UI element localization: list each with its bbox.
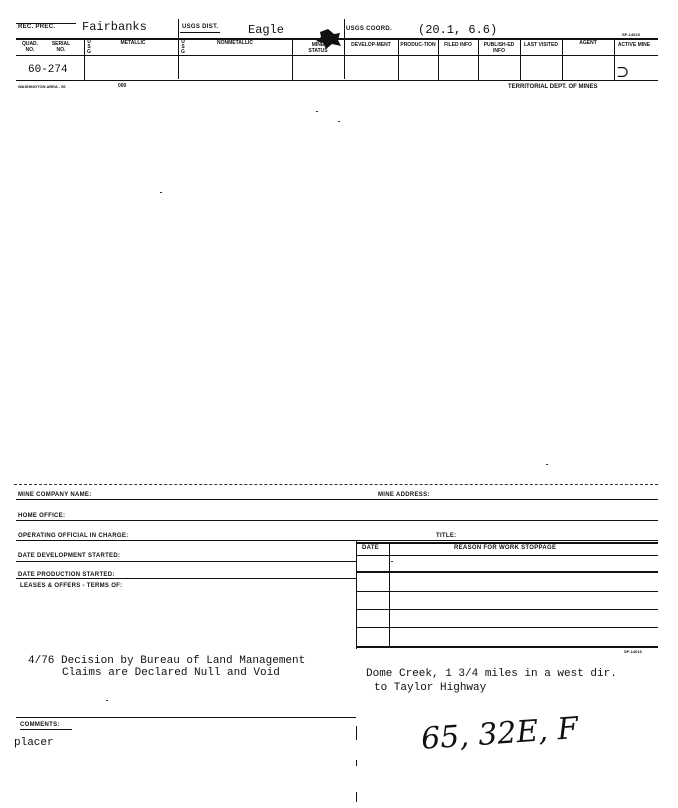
scan-speck bbox=[338, 121, 340, 122]
date-prod-started-label: DATE PRODUCTION STARTED: bbox=[18, 572, 115, 578]
col-active-mine: ACTIVE MINE bbox=[617, 42, 651, 48]
scan-speck bbox=[160, 192, 162, 193]
col-serial-no: SERIAL NO. bbox=[51, 41, 71, 53]
scan-speck bbox=[391, 561, 393, 562]
operating-official-label: OPERATING OFFICIAL IN CHARGE: bbox=[18, 533, 129, 539]
active-mark: ⊃ bbox=[616, 62, 630, 81]
top-form-code: SP-14015 bbox=[622, 32, 640, 37]
col-published-info: PUBLISH-ED INFO bbox=[483, 42, 515, 54]
col-usg: U S G bbox=[87, 39, 91, 55]
col-development: DEVELOP-MENT bbox=[351, 42, 391, 48]
usgs-dist-value: Eagle bbox=[248, 23, 285, 37]
bottom-form-code: SP-14016 bbox=[624, 649, 642, 654]
home-office-label: HOME OFFICE: bbox=[18, 513, 66, 519]
col-filed-info: FILED INFO bbox=[444, 42, 472, 48]
rec-prec-label: REC. PREC. bbox=[18, 24, 56, 30]
mine-address-label: MINE ADDRESS: bbox=[378, 492, 430, 498]
scan-speck bbox=[106, 700, 108, 701]
leases-label: LEASES & OFFERS - TERMS OF: bbox=[20, 583, 123, 589]
col-nonmetallic: NONMETALLIC bbox=[216, 40, 253, 46]
col-last-visited: LAST VISITED bbox=[524, 42, 558, 48]
date-dev-started-label: DATE DEVELOPMENT STARTED: bbox=[18, 553, 121, 559]
scan-speck bbox=[316, 111, 318, 112]
handwritten-coords: 65, 32E, F bbox=[420, 711, 580, 757]
mine-company-name-label: MINE COMPANY NAME: bbox=[18, 492, 92, 498]
location-line-2: to Taylor Highway bbox=[374, 682, 487, 694]
col-usg2: U S G bbox=[181, 39, 185, 55]
decision-line-1: 4/76 Decision by Bureau of Land Management bbox=[28, 655, 306, 667]
rec-prec-value: Fairbanks bbox=[82, 20, 147, 34]
comments-value: placer bbox=[14, 737, 54, 749]
col-production: PRODUC-TION bbox=[400, 42, 436, 48]
stoppage-reason-header: REASON FOR WORK STOPPAGE bbox=[454, 545, 557, 551]
usgs-coord-value: (20.1, 6.6) bbox=[418, 23, 498, 37]
usgs-dist-label: USGS DIST. bbox=[182, 24, 219, 30]
top-footer-right: TERRITORIAL DEPT. OF MINES bbox=[508, 84, 598, 90]
decision-line-2: Claims are Declared Null and Void bbox=[62, 667, 280, 679]
comments-label: COMMENTS: bbox=[20, 722, 60, 728]
col-mine-status: MINE STATUS bbox=[308, 42, 328, 54]
usgs-coord-label: USGS COORD. bbox=[346, 26, 392, 32]
card-edge bbox=[14, 484, 658, 490]
top-footer-left: WASHINGTON AREA - 56 bbox=[18, 84, 66, 89]
title-label: TITLE: bbox=[436, 533, 457, 539]
col-agent: AGENT bbox=[579, 40, 597, 46]
stoppage-date-header: DATE bbox=[362, 545, 380, 551]
col-quad-no: QUAD. NO. bbox=[21, 41, 39, 53]
location-line-1: Dome Creek, 1 3/4 miles in a west dir. bbox=[366, 668, 617, 680]
col-metallic: METALLIC bbox=[120, 40, 146, 46]
top-footer-code: 000 bbox=[118, 83, 127, 89]
quad-value: 60-274 bbox=[28, 64, 68, 76]
scan-speck bbox=[546, 464, 548, 465]
